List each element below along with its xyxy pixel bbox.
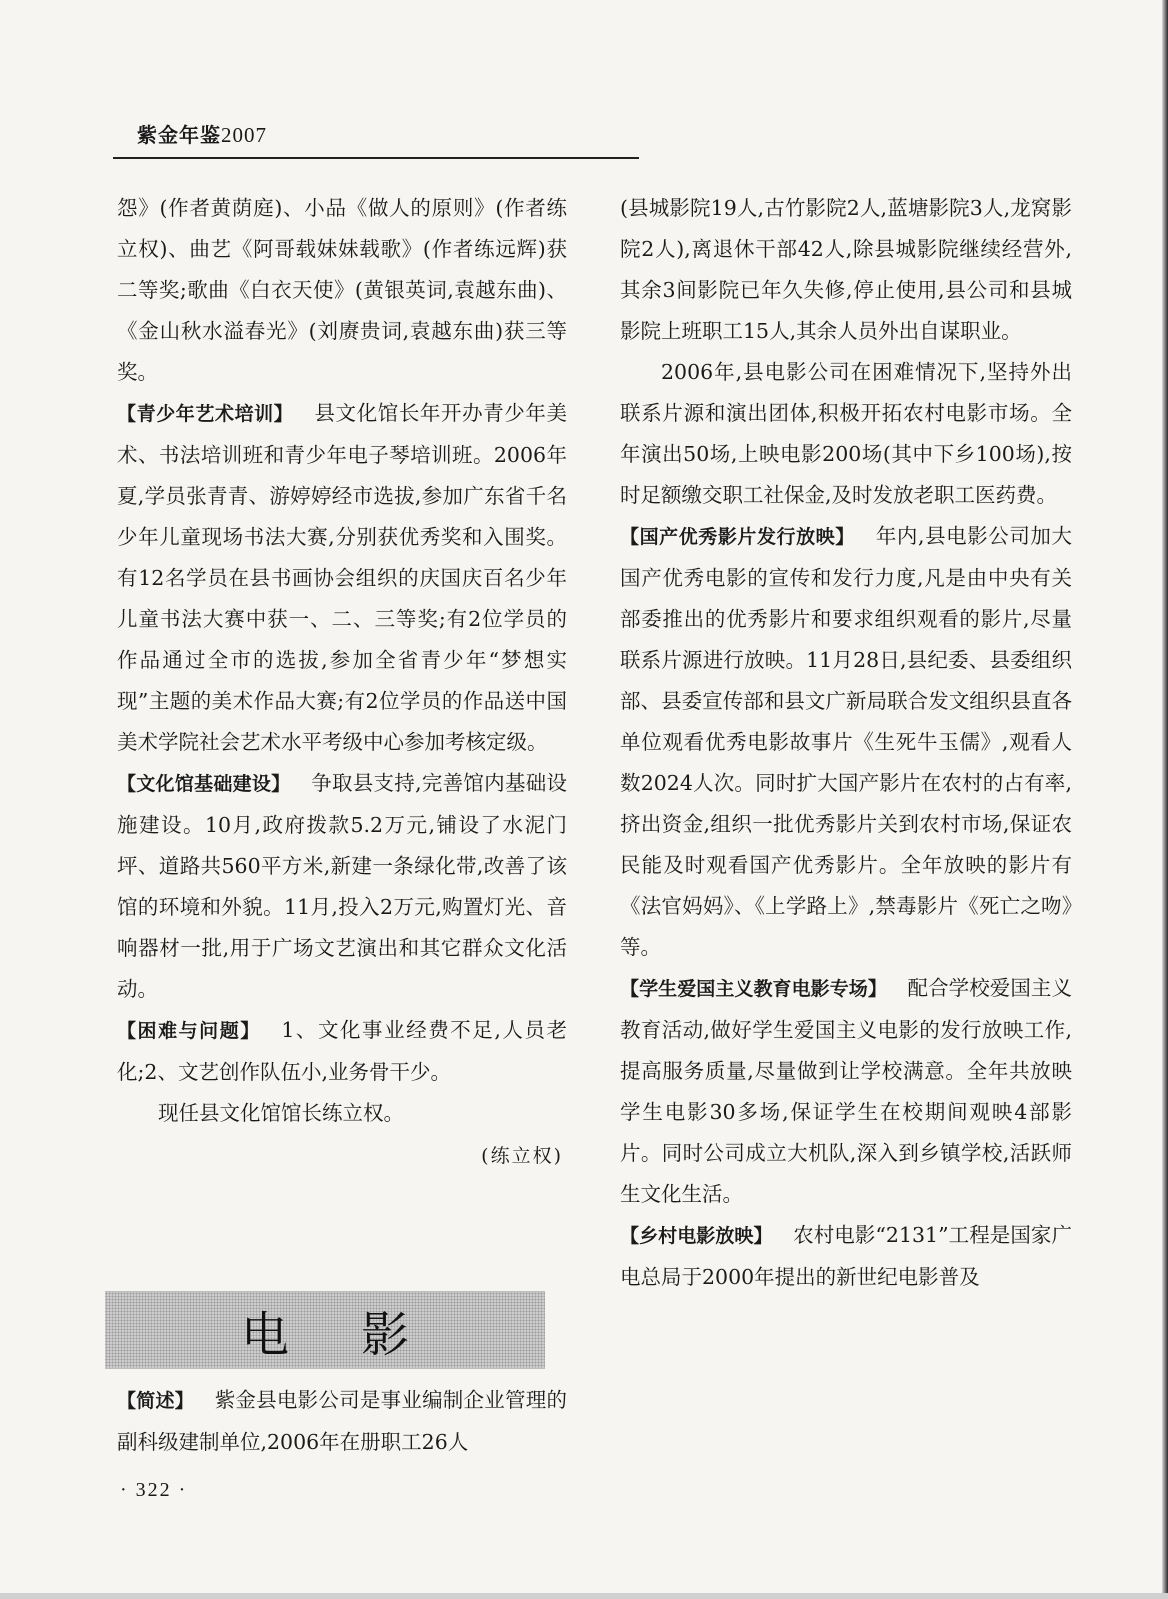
paragraph: [620, 516, 1072, 968]
paragraph-text: 县文化馆长年开办青少年美术、书法培训班和青少年电子琴培训班。2006年夏,学员张青青、游婷婷经市选拔,参加广东省千名少年儿童现场书法大赛,分别获优秀奖和入围奖。有12名学员在县书画协会组织的庆国庆百名少年儿童书法大赛中获一、二、三等奖;有2位学员的作品通过全市的选拔,参加全省青少年“梦想实现”主题的美术作品大赛;有2位学员的作品送中国美术学院社会艺术水平考级中心参加考核定级。: [117, 401, 567, 754]
paragraph: [117, 1380, 567, 1463]
left-column-bottom: [117, 1380, 567, 1463]
paragraph: [620, 1215, 1072, 1298]
paragraph: 现任县文化馆馆长练立权。: [158, 1101, 404, 1125]
paragraph-text: 农村电影“2131”工程是国家广电总局于2000年提出的新世纪电影普及: [620, 1223, 1072, 1289]
running-header: [137, 119, 267, 148]
book-title: 紫金年鉴: [137, 123, 221, 147]
paragraph-text: 争取县支持,完善馆内基础设施建设。10月,政府拨款5.2万元,铺设了水泥门坪、道路共560平方米,新建一条绿化带,改善了该馆的环境和外貌。11月,投入2万元,购置灯光、音响器材一批,用于广场文艺演出和其它群众文化活动。: [117, 771, 567, 1001]
paragraph: [117, 763, 567, 1010]
section-heading: 【乡村电影放映】: [620, 1225, 773, 1247]
page-number: · 322 ·: [120, 1479, 188, 1501]
paragraph: [620, 968, 1072, 1215]
section-heading: 【国产优秀影片发行放映】: [620, 526, 855, 548]
section-heading: 【学生爱国主义教育电影专场】: [620, 978, 887, 1000]
paragraph: [117, 393, 567, 763]
scan-edge: [1162, 0, 1168, 1599]
left-column: [117, 188, 567, 1177]
section-heading: 【简述】: [117, 1390, 194, 1412]
scan-edge: [0, 1593, 1168, 1599]
header-rule: [113, 157, 639, 159]
right-column: [620, 188, 1072, 1298]
paragraph: [117, 1010, 567, 1093]
paragraph-text: 配合学校爱国主义教育活动,做好学生爱国主义电影的发行放映工作,提高服务质量,尽量做到让学校满意。全年共放映学生电影30多场,保证学生在校期间观映4部影片。同时公司成立大机队,深入到乡镇学校,活跃师生文化生活。: [620, 976, 1072, 1206]
book-year: 2007: [221, 123, 267, 147]
paragraph: 2006年,县电影公司在困难情况下,坚持外出联系片源和演出团体,积极开拓农村电影市场。全年演出50场,上映电影200场(其中下乡100场),按时足额缴交职工社保金,及时发放老职工医药费。: [620, 360, 1072, 507]
paragraph: (县城影院19人,古竹影院2人,蓝塘影院3人,龙窝影院2人),离退休干部42人,除县城影院继续经营外,其余3间影院已年久失修,停止使用,县公司和县城影院上班职工15人,其余人员外出自谋职业。: [620, 196, 1072, 343]
section-heading: 【困难与问题】: [117, 1020, 261, 1042]
section-heading: 【青少年艺术培训】: [117, 403, 294, 425]
paragraph-text: 1、文化事业经费不足,人员老化;2、文艺创作队伍小,业务骨干少。: [117, 1018, 567, 1084]
author-signature: (练立权): [481, 1145, 563, 1167]
section-banner: [105, 1291, 545, 1369]
paragraph: 怨》(作者黄荫庭)、小品《做人的原则》(作者练立权)、曲艺《阿哥载妹妹载歌》(作者练远辉)获二等奖;歌曲《白衣天使》(黄银英词,袁越东曲)、《金山秋水溢春光》(刘赓贵词,袁越东曲)获三等奖。: [117, 196, 567, 384]
section-heading: 【文化馆基础建设】: [117, 773, 291, 795]
paragraph-text: 紫金县电影公司是事业编制企业管理的副科级建制单位,2006年在册职工26人: [117, 1388, 567, 1454]
section-title: 电影: [240, 1306, 481, 1363]
paragraph-text: 年内,县电影公司加大国产优秀电影的宣传和发行力度,凡是由中央有关部委推出的优秀影片和要求组织观看的影片,尽量联系片源进行放映。11月28日,县纪委、县委组织部、县委宣传部和县文广新局联合发文组织县直各单位观看优秀电影故事片《生死牛玉儒》,观看人数2024人次。同时扩大国产影片在农村的占有率,挤出资金,组织一批优秀影片关到农村市场,保证农民能及时观看国产优秀影片。全年放映的影片有《法官妈妈》、《上学路上》,禁毒影片《死亡之吻》等。: [620, 524, 1072, 959]
